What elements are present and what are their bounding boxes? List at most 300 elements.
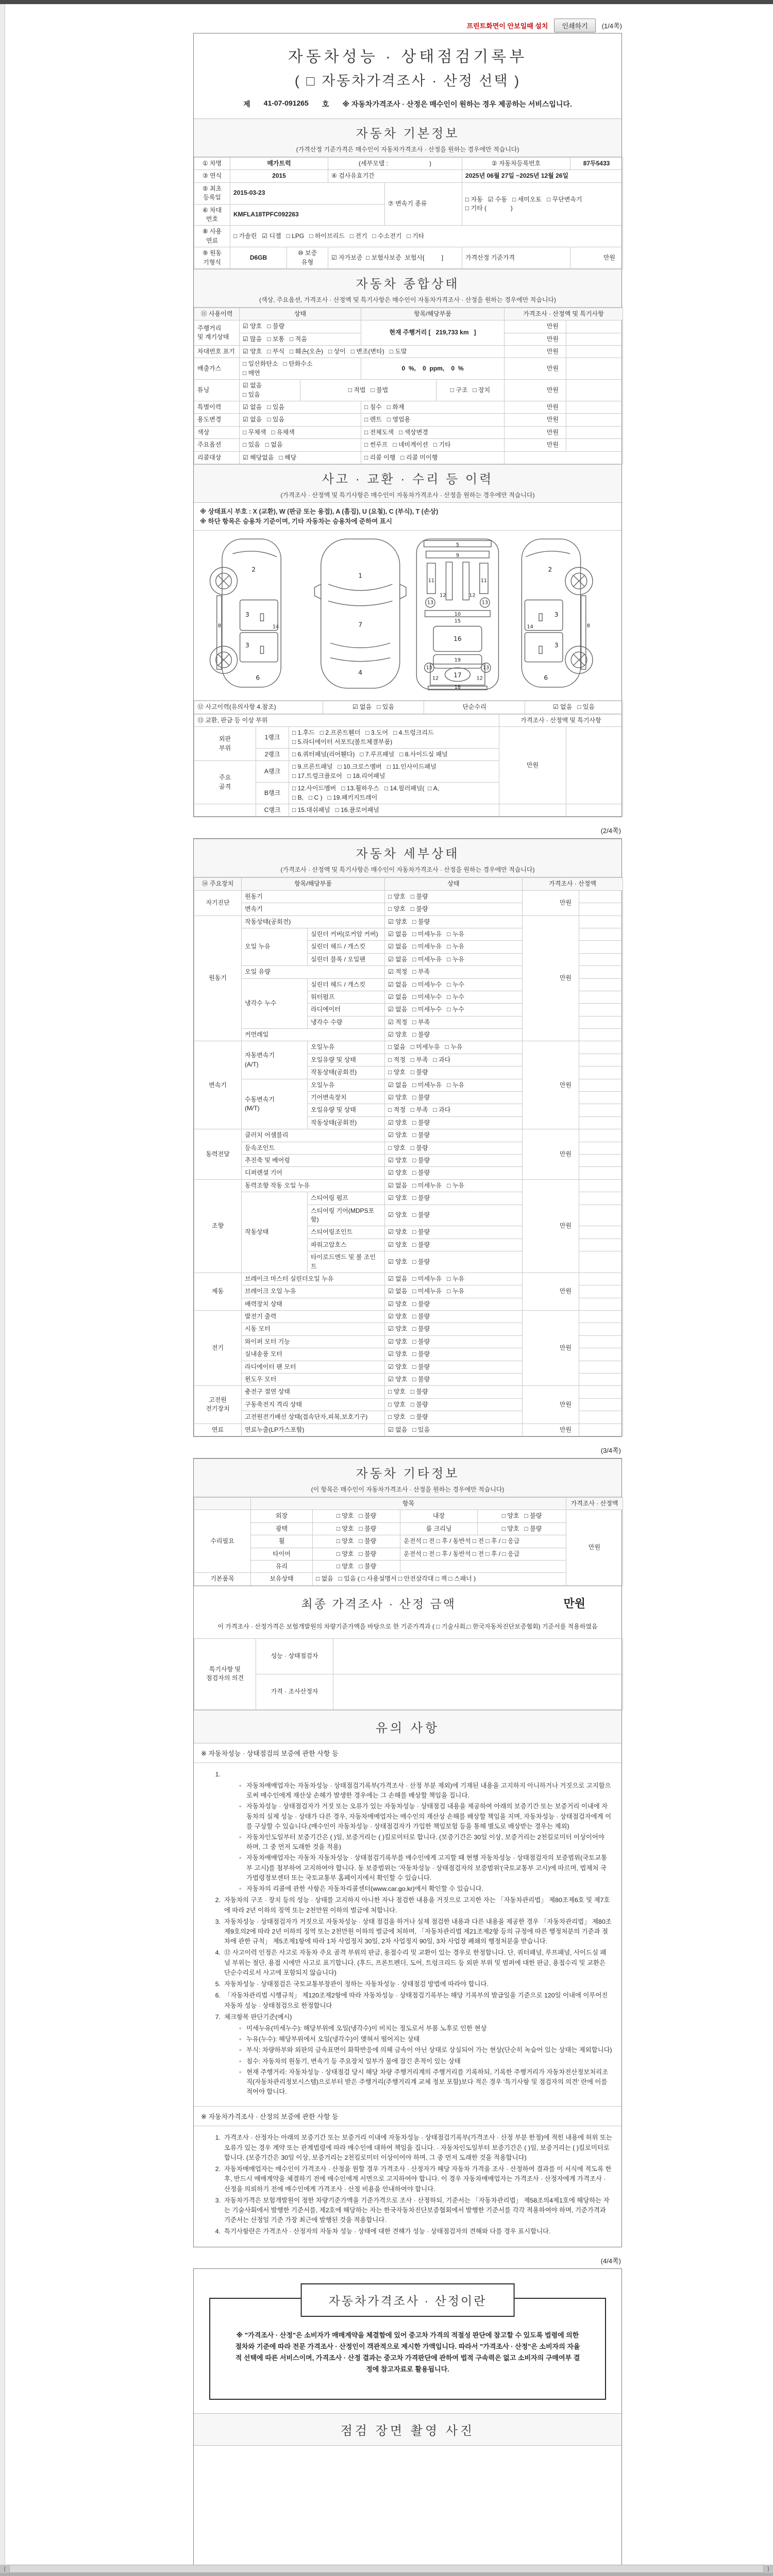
diagram-zone-number: 16: [453, 635, 462, 643]
diagram-zone-number: 17: [453, 671, 462, 679]
table-cell: 만원: [505, 380, 566, 401]
install-notice-link[interactable]: 프린트화면이 안보일때 설치: [466, 22, 548, 30]
notice-subitem: ◦ 누유(누수): 해당부위에서 오일(냉각수)이 맺혀서 떨어지는 상태: [239, 2036, 420, 2043]
table-cell: 2015-03-23: [230, 182, 385, 204]
table-cell: 클러치 어셈블리: [242, 1129, 385, 1142]
table-cell: ☑ 양호 □ 불량: [385, 1092, 523, 1104]
table-cell: 오일 유량: [242, 966, 385, 978]
table-cell: 파워고압호스: [308, 1239, 385, 1251]
section-detail-title: 자동차 세부상태: [356, 847, 460, 861]
table-cell: ☑ 없음 □ 있음: [240, 401, 361, 414]
diagram-zone-number: 3: [245, 611, 249, 619]
table-cell: 윈도우 모터: [242, 1374, 385, 1386]
accident-legend-line2: ※ 하단 항목은 승용차 기준이며, 기타 자동차는 승용차에 준하여 표시: [200, 517, 392, 525]
accident-history-table: [194, 701, 621, 714]
table-cell: ☑ 양호 □ 불량: [385, 1335, 523, 1348]
table-cell: 만원: [523, 1273, 579, 1310]
table-cell: (세부모델 : ): [328, 158, 462, 170]
price-definition-box: [209, 2294, 606, 2400]
diagram-zone-number: 13: [482, 665, 490, 671]
notice-item: 5. 자동차성능 · 상태점검은 국토교통부장관이 정하는 자동차성능 · 상태점검 방법에 따라야 합니다.: [215, 1980, 489, 1988]
section-overall-title: 자동차 종합상태: [356, 277, 460, 291]
table-cell: B랭크: [256, 783, 289, 804]
table-cell: □ 적정 □ 부족 □ 과다: [385, 1104, 523, 1116]
doc-title: [194, 33, 621, 92]
table-cell: 자기진단: [194, 890, 242, 916]
doc-title-line1: 자동차성능 · 상태점검기록부: [288, 48, 528, 65]
table-cell: 작동상태: [242, 1192, 308, 1273]
table-cell: ④ 검사유효기간: [328, 170, 462, 182]
table-cell: ⑬ 교환, 판금 등 이상 부위: [194, 714, 499, 726]
table-cell: 실린더 헤드 / 개스킷: [308, 978, 385, 991]
table-cell: 외판 부위: [194, 727, 256, 761]
table-cell: [579, 1029, 623, 1041]
horizontal-scrollbar[interactable]: [0, 2565, 773, 2573]
table-cell: ☑ 없음 □ 있음: [240, 380, 300, 401]
table-cell: 디퍼렌셜 기어: [242, 1167, 385, 1179]
table-cell: 배출가스: [194, 358, 240, 380]
table-cell: 기어변속장치: [308, 1092, 385, 1104]
table-cell: □ 9.프론트패널 □ 10.크로스멤버 □ 11.인사이드패널 □ 17.트렁크플로어 □ 18.리어패널: [289, 761, 499, 783]
table-cell: ☑ 양호 □ 불량: [385, 1029, 523, 1041]
table-cell: [579, 1104, 623, 1116]
table-cell: □ 양호 □ 불량: [313, 1560, 400, 1572]
notice-subitem: ◦ 자동차인도일부터 보증기간은 ( )일, 보증거리는 ( )킬로미터로 합니다. (보증기간은 30일 이상, 보증거리는 2천킬로미터 이상이어야 하며, 그 중 먼저 도래한 것을 적용): [239, 1834, 604, 1851]
diagram-zone-number: 12: [476, 676, 483, 682]
notice-item: 4. 특기사항란은 가격조사 · 산정자의 자동차 성능 · 상태에 대한 견해가 성능 · 상태점검자의 견해와 다를 경우 표시합니다.: [215, 2228, 551, 2235]
table-cell: [579, 903, 623, 916]
table-cell: 상태: [240, 308, 361, 320]
section-etc-title: 자동차 기타정보: [356, 1466, 460, 1481]
section-overall-subtitle: (색상, 주요옵션, 가격조사 · 산정액 및 특기사항은 매수인이 자동차가격조사 · 산정을 원하는 경우에만 적습니다): [259, 296, 557, 303]
table-cell: [579, 916, 623, 928]
table-cell: 만원: [523, 1129, 579, 1180]
notice-item: 4. ⑫ 사고이력 인정은 사고로 자동차 주요 골격 부위의 판금, 용접수리 및 교환이 있는 경우로 한정합니다. 단, 쿼터패널, 루프패널, 사이드실 패널 부위는 절단, 용접 시에만 사고로 표기합니다. (후드, 프론트펜더, 도어, 트렁크리드 등 외판 부위 및 범퍼에 대한 판금, 용접수리 및 교환은 단순수리로서 사고에 포함되지 않습니다): [215, 1949, 607, 1976]
table-cell: ☑ 양호 □ 불량: [385, 1374, 523, 1386]
diagram-zone-number: 1: [358, 572, 363, 580]
table-cell: ☑ 적정 □ 부족: [385, 1016, 523, 1028]
diagram-zone-number: 2: [251, 566, 256, 573]
bottom-window-strip: [0, 2573, 773, 2576]
table-cell: 배력장치 상태: [242, 1298, 385, 1310]
section-accident-title: 사고 · 교환 · 수리 등 이력: [322, 472, 494, 486]
inspection-photo-area: [194, 2446, 621, 2576]
table-cell: [579, 1079, 623, 1091]
table-cell: [566, 727, 623, 804]
page-indicator-4: (4/4쪽): [600, 2257, 621, 2265]
table-cell: [579, 928, 623, 940]
notice-subitem: ◦ 자동차의 리콜에 관한 사항은 자동차리콜센터(www.car.go.kr)에서 확인할 수 있습니다.: [239, 1885, 484, 1893]
table-cell: [579, 1226, 623, 1239]
table-cell: 와이퍼 모터 기능: [242, 1335, 385, 1348]
table-cell: [579, 1239, 623, 1251]
table-cell: 작동상태(공회전): [242, 916, 385, 928]
table-cell: 동력전달: [194, 1129, 242, 1180]
diagram-zone-number: 3: [245, 641, 249, 649]
diagram-zone-number: 12: [432, 676, 439, 682]
table-cell: □ 15.대쉬패널 □ 16.플로어패널: [289, 804, 499, 817]
table-cell: 유리: [251, 1560, 313, 1572]
table-cell: 라디에이터 팬 모터: [242, 1361, 385, 1373]
diagram-zone-number: 9: [456, 553, 459, 559]
section-etc-subtitle: (이 항목은 매수인이 자동차가격조사 · 산정을 원하는 경우에만 적습니다): [311, 1485, 505, 1493]
table-cell: [579, 953, 623, 965]
scrollbar-thumb[interactable]: [9, 2565, 764, 2573]
section-basic-header: [194, 118, 621, 157]
notice-subitem: ◦ 자동차매매업자는 자동차성능 · 상태점검기록부(가격조사 · 산정 부분 제외)에 기재된 내용을 고지하지 아니하거나 거짓으로 고지함으로써 매수인에게 재산상 손해가 발생한 경우에는 그 손해를 배상할 책임을 집니다.: [239, 1782, 611, 1800]
table-cell: [579, 1004, 623, 1016]
table-cell: □ 렌트 □ 영업용: [361, 414, 505, 426]
table-cell: 현재 주행거리 [ 219,733 km ]: [361, 320, 505, 346]
doc-title-line2: ( □ 자동차가격조사 · 산정 선택 ): [294, 73, 521, 89]
section-etc-header: [194, 1459, 621, 1497]
table-cell: 메가트럭: [230, 158, 328, 170]
table-cell: [579, 1423, 623, 1436]
doc-no-suffix: 호: [322, 100, 329, 108]
table-cell: [579, 1335, 623, 1348]
page-3: [193, 1458, 622, 2247]
table-cell: □ 양호 □ 불량: [313, 1535, 400, 1548]
photo-section-title: 점검 장면 촬영 사진: [340, 2424, 475, 2438]
table-cell: 만원: [505, 320, 566, 333]
table-cell: ① 차명: [194, 158, 230, 170]
page-indicator-1: (1/4쪽): [601, 22, 622, 30]
table-cell: 주요옵션: [194, 439, 240, 451]
table-cell: [579, 890, 623, 903]
table-cell: [194, 804, 256, 817]
table-cell: 2015: [230, 170, 328, 182]
diagram-zone-number: 4: [358, 669, 363, 676]
notice-subitem: ◦ 부식: 차량하부와 외판의 금속표면이 화학반응에 의해 금속이 아닌 상태로 상실되어 가는 현상(단순히 녹슬어 있는 상태는 제외합니다): [239, 2046, 612, 2054]
notice-item: 2. 자동차의 구조 · 장치 등의 성능 · 상태를 고지하지 아니한 자나 점검한 내용을 거짓으로 고지한 자는 「자동차관리법」 제80조제6호 및 제7호에 따라 2년 이하의 징역 또는 2천만원 이하의 벌금에 처합니다.: [215, 1896, 610, 1914]
section-overall-header: [194, 269, 621, 308]
table-cell: 작동상태(공회전): [308, 1066, 385, 1079]
table-cell: ☑ 없음 □ 미세누유 □ 누유: [385, 953, 523, 965]
table-cell: 오일 누유: [242, 928, 308, 965]
table-cell: □ 양호 □ 불량: [313, 1522, 400, 1535]
table-cell: ☑ 양호 □ 불량: [385, 1116, 523, 1129]
table-cell: 0 %, 0 ppm, 0 %: [361, 358, 505, 380]
diagram-zone-number: 10: [454, 612, 461, 618]
table-cell: 항목/해당부품: [242, 878, 385, 890]
table-cell: C랭크: [256, 804, 289, 817]
table-cell: [579, 1054, 623, 1066]
detail-state-table: [194, 877, 621, 1436]
table-cell: [579, 1374, 623, 1386]
table-cell: ☑ 양호 □ 불량: [385, 1167, 523, 1179]
table-cell: 성능 · 상태점검자: [256, 1638, 333, 1674]
table-cell: [499, 804, 566, 817]
table-cell: 만원: [505, 333, 566, 345]
table-cell: 상태: [385, 878, 523, 890]
table-cell: [333, 1674, 623, 1709]
table-cell: 워터펌프: [308, 991, 385, 1003]
table-cell: ⑨ 원동 기형식: [194, 247, 230, 269]
table-cell: [579, 1016, 623, 1028]
table-cell: 2랭크: [256, 749, 289, 761]
basic-info-table: [194, 157, 621, 269]
table-cell: [566, 380, 623, 401]
diagram-zone-number: 6: [544, 674, 548, 682]
page-indicator-2: (2/4쪽): [600, 827, 621, 835]
table-cell: ☑ 없음 □ 있음: [525, 701, 623, 714]
notice-item: 1. 가격조사 · 산정자는 아래의 보증기간 또는 보증거리 이내에 자동차성능 · 상태점검기록부(가격조사 · 산정 부분 한정)에 적힌 내용에 허위 또는 오류가 있는 경우 계약 또는 관계법령에 따라 매수인에 대하여 책임을 집니다. · 자동차인도일부터 보증기간은 ( )일, 보증거리는 ( )킬로미터로 합니다. (보증기간은 30일 이상, 보증거리는 2천킬로미터 이상이어야 하며, 그 중 먼저 도래한 것을 적용합니다): [215, 2134, 612, 2161]
page-1: [193, 33, 622, 817]
doc-no-prefix: 제: [243, 100, 250, 108]
table-cell: 타이로드엔드 및 볼 조인트: [308, 1251, 385, 1273]
section-basic-title: 자동차 기본정보: [356, 127, 460, 141]
print-toolbar: [193, 19, 622, 32]
table-cell: [579, 1066, 623, 1079]
table-cell: ☑ 없음 □ 있음: [323, 701, 424, 714]
table-cell: 조향: [194, 1179, 242, 1273]
diagram-zone-number: 15: [454, 618, 461, 624]
notice-list-b: [194, 2126, 621, 2246]
etc-info-table: [194, 1497, 621, 1586]
table-cell: ☑ 없음 □ 있음: [240, 414, 361, 426]
notice-item: 3. 자동차가격은 보험개발원이 정한 차량기준가액을 기준가격으로 조사 · 산정하되, 기준서는 「자동차관리법」 제58조의4제1호에 해당하는 자는 기술사회에서 발행한 기준서를, 제2호에 해당하는 자는 한국자동차진단보증협회에서 발행한 기준서를 각각 적용하여야 하며, 기준가격과 기준서는 산정일 기준 가장 최근에 발행된 것을 적용합니다.: [215, 2196, 610, 2224]
table-cell: ☑ 없음 □ 미세누수 □ 누수: [385, 1004, 523, 1016]
table-cell: 실린더 헤드 / 개스킷: [308, 941, 385, 953]
table-cell: 원동기: [194, 916, 242, 1041]
panel-rank-table: [194, 714, 621, 817]
diagram-zone-number: 3: [554, 611, 559, 619]
table-cell: 주요 골격: [194, 761, 256, 804]
table-cell: ☑ 없음 □ 미세누유 □ 누유: [385, 1079, 523, 1091]
table-cell: 주행거리 및 계기상태: [194, 320, 240, 346]
table-cell: [579, 1041, 623, 1054]
table-cell: ☑ 양호 □ 불량: [385, 1298, 523, 1310]
section-detail-subtitle: (가격조사 · 산정액 및 특기사항은 매수인이 자동차가격조사 · 산정을 원하는 경우에만 적습니다): [280, 866, 535, 874]
table-cell: 만원: [523, 1041, 579, 1129]
table-cell: □ 구조 □ 장치: [436, 380, 505, 401]
table-cell: [579, 991, 623, 1003]
table-cell: [579, 1273, 623, 1285]
final-price-label: 최종 가격조사 · 산정 금액: [301, 1597, 456, 1611]
table-cell: 커먼레일: [242, 1029, 385, 1041]
diagram-zone-number: 13: [426, 665, 432, 671]
table-cell: 전기: [194, 1311, 242, 1386]
diagram-zone-number: 11: [480, 578, 488, 584]
doc-number-row: [194, 92, 621, 118]
table-cell: 브레이크 오일 누유: [242, 1285, 385, 1298]
table-cell: [579, 1205, 623, 1226]
table-cell: □ 양호 □ 불량: [385, 1066, 523, 1079]
table-cell: ⑩ 보증 유형: [287, 247, 328, 269]
table-cell: ☑ 양호 □ 불량: [385, 916, 523, 928]
table-cell: 원동기: [242, 890, 385, 903]
table-cell: ☑ 양호 □ 부식 □ 훼손(오손) □ 상이 □ 변조(변타) □ 도말: [240, 346, 505, 358]
table-cell: ⑫ 사고이력(유의사항 4.참조): [194, 701, 323, 714]
table-cell: □ 6.쿼터패널(리어휀다) □ 7.루프패널 □ 8.사이드실 패널: [289, 749, 499, 761]
table-cell: 수리필요: [194, 1510, 251, 1573]
table-cell: 오일유량 및 상태: [308, 1104, 385, 1116]
table-cell: □ 1.후드 □ 2.프론트휀더 □ 3.도어 □ 4.트렁크리드 □ 5.라디에이터 서포트(볼트체결부품): [289, 727, 499, 749]
table-cell: □ 없음 □ 있음 ( □ 사용설명서 □ 안전삼각대 □ 잭 □ 스패너 ): [313, 1573, 566, 1585]
diagram-zone-number: 8: [586, 623, 590, 630]
table-cell: 룸 크리닝: [400, 1522, 478, 1535]
table-cell: □ 적정 □ 부족 □ 과다: [385, 1054, 523, 1066]
notice-item: 6. 「자동차관리법 시행규칙」 제120조제2항에 따라 자동차성능 · 상태점검기록부는 해당 기록부의 발급일을 기준으로 120일 이내에 이루어진 자동차 성능 · 상태점검으로 한정합니다: [215, 1992, 608, 2009]
table-cell: ☑ 없음 □ 미세누수 □ 누수: [385, 991, 523, 1003]
table-cell: 스티어링 펌프: [308, 1192, 385, 1205]
table-cell: [566, 804, 623, 817]
table-cell: 튜닝: [194, 380, 240, 401]
table-cell: 만원: [570, 247, 623, 269]
table-cell: 만원: [505, 358, 566, 380]
notice-subitem: ◦ 미세누유(미세누수): 해당부위에 오일(냉각수)이 비치는 정도로서 부품 노후로 인한 현상: [239, 2024, 487, 2032]
table-cell: [400, 1560, 566, 1572]
table-cell: 만원: [505, 439, 566, 451]
table-cell: ③ 연식: [194, 170, 230, 182]
table-cell: 항목: [251, 1497, 566, 1510]
table-cell: 라디에이터: [308, 1004, 385, 1016]
table-cell: 특기사항 및 점검자의 의견: [194, 1638, 256, 1709]
table-cell: [579, 1116, 623, 1129]
table-cell: 충전구 절연 상태: [242, 1386, 385, 1398]
notice-item: 3. 자동차성능 · 상태점검자가 거짓으로 자동차성능 · 상태 점검을 하거나 실제 점검한 내용과 다른 내용을 제공한 경우 「자동차관리법」 제80조제9호의2에 따라 2년 이하의 징역 또는 2천만원 이하의 벌금에 처하며, 「자동차관리법 제21조제2항 등의 규정에 따른 행정처분의 기준과 절차에 관한 규칙」 제5조제1항에 따라 1차 사업정지 30일, 2차 사업정지 90일, 3차 사업장 폐쇄의 행정처분을 받습니다.: [215, 1918, 612, 1945]
table-cell: ☑ 양호 □ 불량: [385, 1251, 523, 1273]
notice-section-a-header: ※ 자동차성능 · 상태점검의 보증에 관한 사항 등: [194, 1743, 621, 1763]
diagram-zone-number: 13: [427, 600, 434, 606]
print-button[interactable]: 인쇄하기: [554, 19, 595, 32]
table-cell: □ 양호 □ 불량: [385, 903, 523, 916]
table-cell: ⑦ 변속기 종류: [385, 182, 462, 226]
notice-item: 1.: [215, 1770, 221, 1778]
diagram-zone-number: 18: [454, 685, 461, 691]
table-cell: 만원: [505, 346, 566, 358]
notice-subitem: ◦ 현재 주행거리: 자동차성능 · 상태점검 당시 해당 차량 주행거리계의 주행거리를 기록하되, 기록한 주행거리가 자동차전산정보처리조직(자동차관리정보시스템)으로부터 받은 주행거리(주행거리계 교체 정보 포함)보다 적은 경우 '특기사항 및 점검자의 의견' 란에 이를 적어야 합니다.: [239, 2068, 609, 2096]
table-cell: 발전기 출력: [242, 1311, 385, 1323]
table-cell: [566, 346, 623, 358]
table-cell: 가격조사 · 산정액 및 특기사항: [505, 308, 623, 320]
price-definition-title: 자동차가격조사 · 산정이란: [301, 2283, 515, 2317]
table-cell: [579, 1092, 623, 1104]
table-cell: □ 가솔린 ☑ 디젤 □ LPG □ 하이브리드 □ 전기 □ 수소전기 □ 기타: [230, 226, 623, 247]
table-cell: 단순수리: [424, 701, 525, 714]
diagram-zone-number: 11: [428, 578, 435, 584]
table-cell: 차대번호 표기: [194, 346, 240, 358]
table-cell: [579, 978, 623, 991]
table-cell: 실린더 블록 / 오일팬: [308, 953, 385, 965]
table-cell: □ 12.사이드멤버 □ 13.휠하우스 □ 14.필러패널( □ A, □ B, □ C ) □ 19.패키지트레이: [289, 783, 499, 804]
table-cell: ⑥ 차대 번호: [194, 204, 230, 226]
diagram-zone-number: 3: [554, 641, 559, 649]
table-cell: ☑ 양호 □ 불량: [385, 1226, 523, 1239]
notice-item: 2. 자동차매매업자는 매수인이 가격조사 · 산정을 원할 경우 가격조사 · 산정자가 해당 자동차 가격을 조사 · 산정하여 결과를 이 서식에 적도록 한 후, 반드시 매매계약을 체결하기 전에 매수인에게 서면으로 고지하여야 합니다. 이 경우 자동차매매업자는 가격조사 · 산정자에게 가격조사 · 산정을 의뢰하기 전에 매수인에게 가격조사 · 산정 비용을 안내하여야 합니다.: [215, 2165, 612, 2193]
table-cell: ☑ 없음 □ 있음: [385, 1423, 523, 1436]
table-cell: 추진축 및 베어링: [242, 1154, 385, 1166]
table-cell: [579, 966, 623, 978]
table-cell: 오일누유: [308, 1041, 385, 1054]
scroll-left-arrow[interactable]: ⟨: [3, 2566, 6, 2572]
table-cell: 광택: [251, 1522, 313, 1535]
table-cell: □ 양호 □ 불량: [478, 1510, 566, 1522]
table-cell: [194, 1497, 251, 1510]
table-cell: ⑤ 최초 등록일: [194, 182, 230, 204]
price-definition-text: ※ "가격조사 · 산정"은 소비자가 매매계약을 체결함에 있어 중고차 가격의 적절성 판단에 참고할 수 있도록 법령에 의한 절차와 기준에 따라 전문 가격조사 · 산정인이 객관적으로 제시한 가액입니다. 따라서 "가격조사 · 산정"은 소비자의 자율적 선택에 따른 서비스이며, 가격조사 · 산정 결과는 중고차 가격판단에 관하여 법적 구속력은 없고 소비자의 구매여부 결정에 참고자료로 활용됩니다.: [235, 2331, 580, 2373]
diagram-zone-number: 7: [358, 621, 363, 629]
table-cell: ☑ 양호 □ 불량: [385, 1205, 523, 1226]
table-cell: [579, 1386, 623, 1398]
table-cell: [566, 401, 623, 414]
notice-item: 7. 체크항목 판단기준(예시): [215, 2013, 292, 2021]
table-cell: ☑ 양호 □ 불량: [385, 1129, 523, 1142]
table-cell: 실내송풍 모터: [242, 1348, 385, 1361]
table-cell: ☑ 양호 □ 불량: [385, 1361, 523, 1373]
table-cell: 연료누출(LP가스포함): [242, 1423, 385, 1436]
table-cell: 타이어: [251, 1548, 313, 1560]
table-cell: D6GB: [230, 247, 287, 269]
section-basic-subtitle: (가격산정 기준가격은 매수인이 자동차가격조사 · 산정을 원하는 경우에만 적습니다): [296, 146, 519, 153]
table-cell: [579, 1398, 623, 1411]
diagram-zone-number: 19: [454, 657, 461, 664]
doc-no: 41-07-091265: [263, 99, 309, 107]
diagram-zone-number: 12: [440, 592, 446, 599]
table-cell: ☑ 없음 □ 미세누유 □ 누유: [385, 1285, 523, 1298]
table-cell: 1랭크: [256, 727, 289, 749]
diagram-zone-number: 14: [272, 624, 279, 631]
table-cell: [579, 1298, 623, 1310]
table-cell: [579, 1348, 623, 1361]
table-cell: [579, 1361, 623, 1373]
notice-subitem: ◦ 침수: 자동차의 원동기, 변속기 등 주요장치 일부가 물에 잠긴 흔적이 있는 상태: [239, 2057, 461, 2065]
table-cell: KMFLA18TPFC092263: [230, 204, 385, 226]
table-cell: 87두5433: [570, 158, 623, 170]
table-cell: ⑧ 사용 연료: [194, 226, 230, 247]
table-cell: 스티어링 기어(MDPS포함): [308, 1205, 385, 1226]
table-cell: 만원: [505, 414, 566, 426]
table-cell: ☑ 양호 □ 불량: [385, 1323, 523, 1335]
table-cell: □ 양호 □ 불량: [385, 1386, 523, 1398]
table-cell: 운전석 □ 전 □ 후 / 동반석 □ 전 □ 후 / □ 응급: [400, 1548, 566, 1560]
table-cell: □ 무채색 □ 유채색: [240, 426, 361, 438]
table-cell: 만원: [523, 916, 579, 1041]
table-cell: 만원: [523, 1311, 579, 1386]
scroll-right-arrow[interactable]: ⟩: [767, 2566, 770, 2572]
accident-legend: [194, 503, 621, 531]
table-cell: 특별이력: [194, 401, 240, 414]
table-cell: 만원: [566, 1510, 623, 1585]
table-cell: [566, 320, 623, 333]
table-cell: 만원: [505, 426, 566, 438]
table-cell: 2025년 06월 27일 ~2025년 12월 26일: [462, 170, 623, 182]
table-cell: 수동변속기 (M/T): [242, 1079, 308, 1129]
notice-subitem: ◦ 자동차매매업자는 자동차 자동차성능 · 상태점검기록부를 매수인에게 고지할 때 현행 자동차성능 · 상태점검자의 보증범위(국토교통부 고시)를 첨부하여 고지하여야 합니다. 동 보증범위는 '자동차성능 · 상태점검자의 보증범위'(국토교통부 고시)에 따르며, 법제처 국가법령정보센터 또는 국토교통부 홈페이지에서 확인할 수 있습니다.: [239, 1854, 608, 1882]
table-cell: 냉각수 누수: [242, 978, 308, 1029]
table-cell: □ 전체도색 □ 색상변경: [361, 426, 505, 438]
table-cell: [566, 333, 623, 345]
accident-legend-line1: ※ 상태표시 부호 : X (교환), W (판금 또는 용접), A (흠집), U (요철), C (부식), T (손상): [200, 507, 439, 515]
table-cell: 연료: [194, 1423, 242, 1436]
section-accident-subtitle: (가격조사 · 산정액 및 특기사항은 매수인이 자동차가격조사 · 산정을 원하는 경우에만 적습니다): [280, 491, 535, 499]
table-cell: 만원: [499, 727, 566, 804]
diagram-zone-number: 2: [548, 566, 552, 573]
overall-state-table: [194, 308, 621, 464]
table-cell: 변속기: [242, 903, 385, 916]
table-cell: 제동: [194, 1273, 242, 1310]
table-cell: 작동상태(공회전): [308, 1116, 385, 1129]
table-cell: [579, 1167, 623, 1179]
table-cell: [579, 1179, 623, 1192]
table-cell: 가격산정 기준가격: [462, 247, 570, 269]
table-cell: 구동축전지 격리 상태: [242, 1398, 385, 1411]
table-cell: 스티어링조인트: [308, 1226, 385, 1239]
table-cell: □ 일산화탄소 □ 탄화수소 □ 매연: [240, 358, 361, 380]
diagram-zone-number: 14: [527, 624, 533, 631]
table-cell: [579, 1323, 623, 1335]
table-cell: ② 자동차등록번호: [462, 158, 570, 170]
